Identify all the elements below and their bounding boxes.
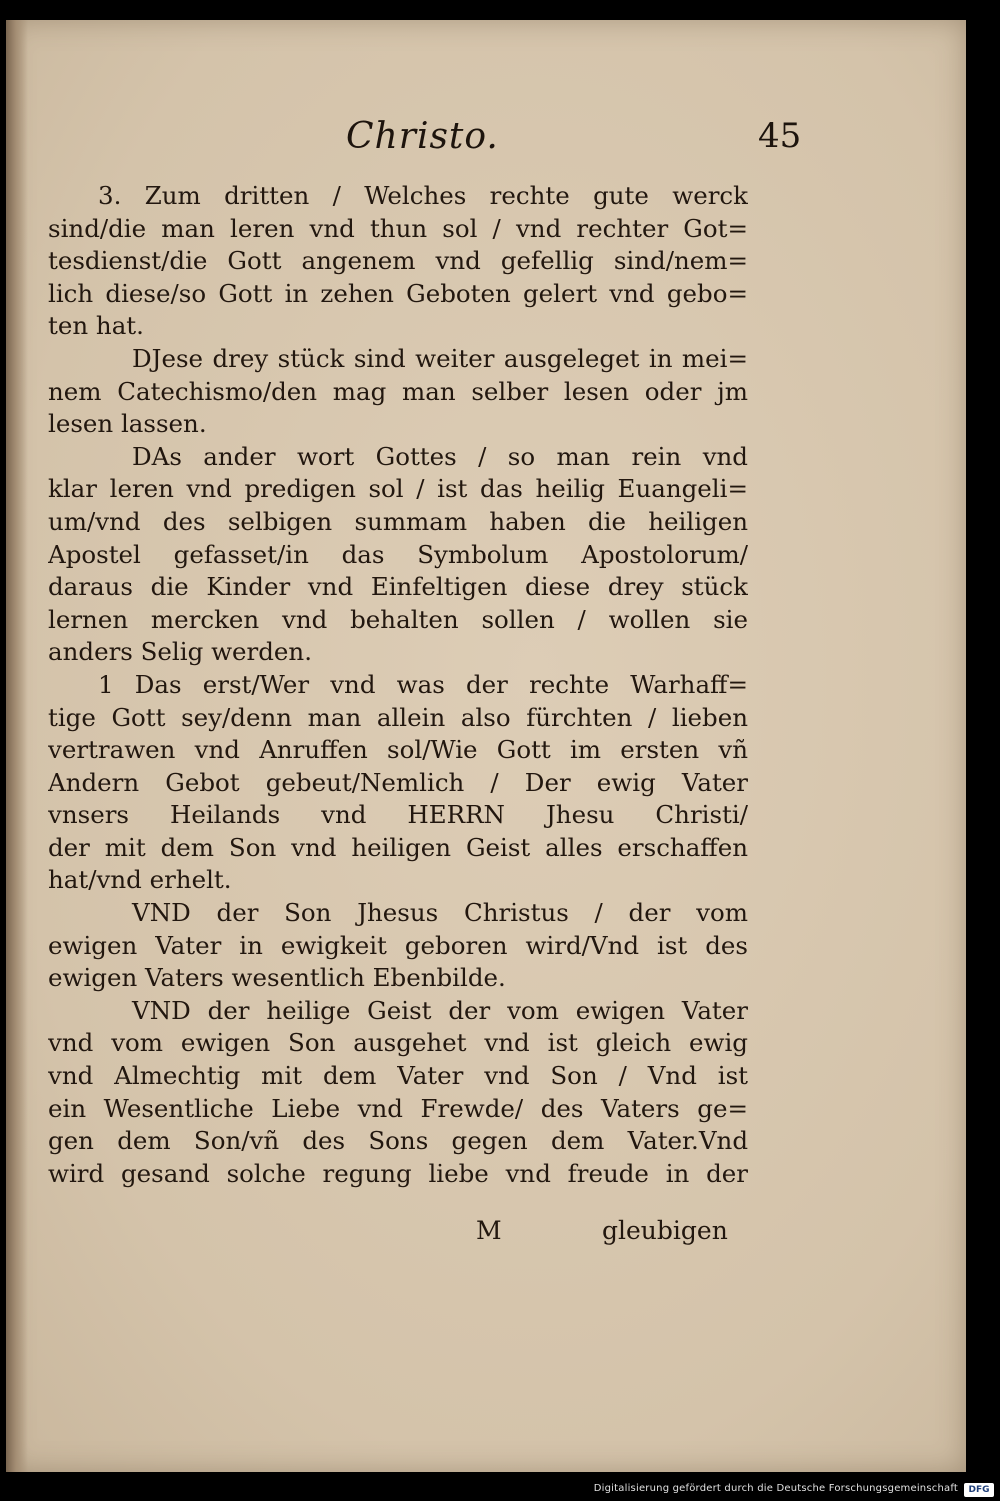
text-line: vnd Almechtig mit dem Vater vnd Son / Vnd ist bbox=[48, 1061, 748, 1091]
text-line: DJese drey stück sind weiter ausgeleget in mei= bbox=[132, 343, 748, 373]
page-header bbox=[6, 116, 966, 176]
text-line: DAs ander wort Gottes / so man rein vnd bbox=[132, 441, 748, 471]
text-line: vertrawen vnd Anruffen sol/Wie Gott im ersten vñ bbox=[48, 735, 748, 765]
text-line: lich diese/so Gott in zehen Geboten gelert vnd gebo= bbox=[48, 278, 748, 308]
text-line: vnd vom ewigen Son ausgehet vnd ist gleich ewig bbox=[48, 1028, 748, 1058]
text-line: 3. Zum dritten / Welches rechte gute werck bbox=[98, 181, 748, 210]
text-line: 1 Das erst/Wer vnd was der rechte Warhaff= bbox=[98, 669, 748, 699]
dfg-logo-icon: DFG bbox=[964, 1483, 994, 1497]
running-title: Christo. bbox=[346, 116, 499, 157]
text-line: lernen mercken vnd behalten sollen / wollen sie bbox=[48, 604, 748, 634]
text-line: vnsers Heilands vnd HERRN Jhesu Christi/ bbox=[48, 800, 748, 830]
text-line: tige Gott sey/denn man allein also fürchten / lieben bbox=[48, 702, 748, 732]
text-line: daraus die Kinder vnd Einfeltigen diese drey stück bbox=[48, 572, 748, 602]
text-line: VND der Son Jhesus Christus / der vom bbox=[132, 898, 748, 928]
funding-credit: Digitalisierung gefördert durch die Deutsche Forschungsgemeinschaft bbox=[593, 1483, 958, 1494]
text-line: sind/die man leren vnd thun sol / vnd rechter Got= bbox=[48, 213, 748, 243]
body-text bbox=[48, 180, 748, 1190]
page-number: 45 bbox=[758, 116, 802, 156]
text-line: ten hat. bbox=[48, 311, 144, 341]
text-line: VND der heilige Geist der vom ewigen Vater bbox=[132, 995, 748, 1025]
text-line: der mit dem Son vnd heiligen Geist alles erschaffen bbox=[48, 832, 748, 862]
text-line: lesen lassen. bbox=[48, 409, 207, 439]
text-line: gen dem Son/vñ des Sons gegen dem Vater.Vnd bbox=[48, 1126, 748, 1156]
text-line: Andern Gebot gebeut/Nemlich / Der ewig Vater bbox=[48, 767, 748, 797]
text-line: Apostel gefasset/in das Symbolum Apostolorum/ bbox=[48, 539, 748, 569]
text-line: um/vnd des selbigen summam haben die heiligen bbox=[48, 506, 748, 536]
catchline bbox=[6, 1216, 966, 1250]
text-line: klar leren vnd predigen sol / ist das heilig Euangeli= bbox=[48, 474, 748, 504]
text-line: ewigen Vaters wesentlich Ebenbilde. bbox=[48, 963, 506, 993]
signature-mark: M bbox=[476, 1216, 502, 1245]
text-line: ewigen Vater in ewigkeit geboren wird/Vnd ist des bbox=[48, 930, 748, 960]
text-line: anders Selig werden. bbox=[48, 637, 312, 667]
text-line: tesdienst/die Gott angenem vnd gefellig sind/nem= bbox=[48, 246, 748, 276]
digitization-footer bbox=[0, 1480, 1000, 1501]
catchword: gleubigen bbox=[602, 1216, 728, 1245]
text-line: ein Wesentliche Liebe vnd Frewde/ des Vaters ge= bbox=[48, 1093, 748, 1123]
text-line: wird gesand solche regung liebe vnd freude in der bbox=[48, 1158, 748, 1188]
text-line: hat/vnd erhelt. bbox=[48, 865, 232, 895]
book-page bbox=[6, 20, 966, 1472]
text-line: nem Catechismo/den mag man selber lesen oder jm bbox=[48, 376, 748, 406]
page-gutter-shadow bbox=[6, 20, 28, 1472]
